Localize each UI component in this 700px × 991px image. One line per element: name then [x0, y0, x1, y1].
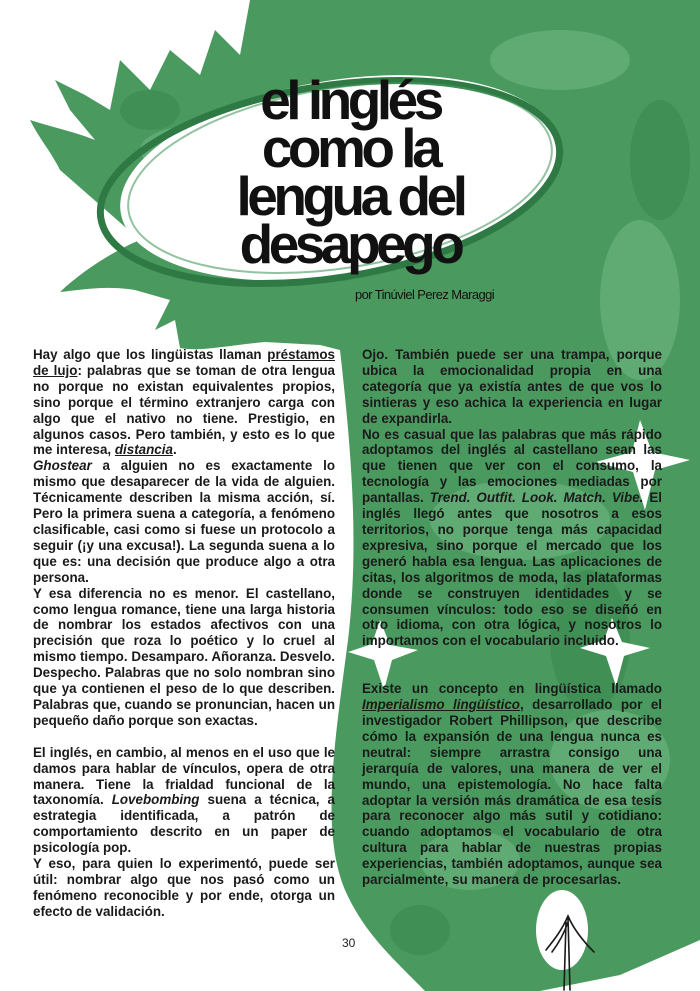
page-number: 30 [342, 936, 356, 950]
italic-term: Lovebombing [111, 792, 200, 808]
paragraph: Ojo. También puede ser una trampa, porque ubica la emocionalidad propia en una categoría que ya existía antes de que vos lo sintieras y eso achica la experiencia en lugar de expandirla. [362, 347, 662, 426]
paragraph: Y eso, para quien lo experimentó, puede ser útil: nombrar algo que nos pasó como un fenómeno reconocible y por ende, otorga un efecto de validación. [33, 856, 335, 919]
paragraph: El inglés, en cambio, al menos en el uso que le damos para hablar de vínculos, opera de otra manera. Tiene la frialdad funcional de la taxonomía. Lovebombing suena a técnica, a estrategia identificada, a patrón de comportamiento descrito en un paper de psicología pop. [33, 744, 335, 856]
left-column [33, 347, 335, 920]
title-line: el inglés [260, 69, 440, 131]
underlined-term: préstamos de lujo [33, 347, 335, 378]
paragraph: Ghostear a alguien no es exactamente lo mismo que desaparecer de la vida de alguien. Técnicamente describen la misma acción, sí. Pero la primera suena a categoría, a fenómeno clasificable, casi como si fuese un protocolo a seguir (¡y una excusa!). La segunda suena a lo que es: una decisión que produce algo a otra persona. [33, 458, 335, 585]
title-line: como la [261, 117, 439, 179]
title-line: lengua del [236, 165, 464, 227]
hand-drawn-arrow-icon [540, 912, 600, 991]
right-column [362, 347, 662, 888]
paragraph: No es casual que las palabras que más rápido adoptamos del inglés al castellano sean las que tienen que ver con el consumo, la tecnología y las emociones mediadas por pantallas. Trend. Outfit. Look. Match. Vibe. El inglés llegó antes que nosotros a esos territorios, no porque tenga más capacidad expresiva, sino porque el mercado que los generó habla esa lengua. Las aplicaciones de citas, los algoritmos de moda, las plataformas donde se construyen identidades y se consumen vínculos: todo eso se diseñó en otro idioma, con otra lógica, y nosotros lo importamos con el vocabulario incluido. [362, 426, 662, 649]
paragraph: Hay algo que los lingüistas llaman préstamos de lujo: palabras que se toman de otra lengua no porque no existan equivalentes propios, sino porque el término extranjero carga con algo que el nativo no tiene. Prestigio, en algunos casos. Pero también, y esto es lo que me interesa, distancia. [33, 347, 335, 458]
paragraph: Existe un concepto en lingüística llamado Imperialismo lingüístico, desarrollado por el investigador Robert Phillipson, que describe cómo la expansión de una lengua nunca es neutral: siempre arrastra consigo una jerarquía de valores, una manera de ver el mundo, una epistemología. No hace falta adoptar la versión más dramática de esa tesis para reconocer algo más sutil y cotidiano: cuando adoptamos el vocabulario de otra cultura para hablar de nuestras propias experiencias, también adoptamos, aunque sea parcialmente, su manera de procesarlas. [362, 681, 662, 888]
title-line: desapego [239, 213, 461, 275]
author-byline: por Tinúviel Perez Maraggi [355, 287, 495, 302]
italic-term: Ghostear [33, 458, 92, 474]
article-title [200, 69, 500, 275]
italic-term: Trend. Outfit. Look. Match. Vibe. [429, 490, 644, 506]
paragraph: Y esa diferencia no es menor. El castellano, como lengua romance, tiene una larga historia de nombrar los estados afectivos con una precisión que roza lo poético y lo cruel al mismo tiempo. Desamparo. Añoranza. Desvelo. Despecho. Palabras que no solo nombran sino que ya contienen el peso de lo que describen. Palabras que, cuando se pronuncian, hacen un pequeño daño porque son exactas. [33, 585, 335, 728]
italic-underlined-term: Imperialismo lingüístico [362, 697, 520, 713]
italic-underlined-term: distancia [114, 442, 173, 458]
